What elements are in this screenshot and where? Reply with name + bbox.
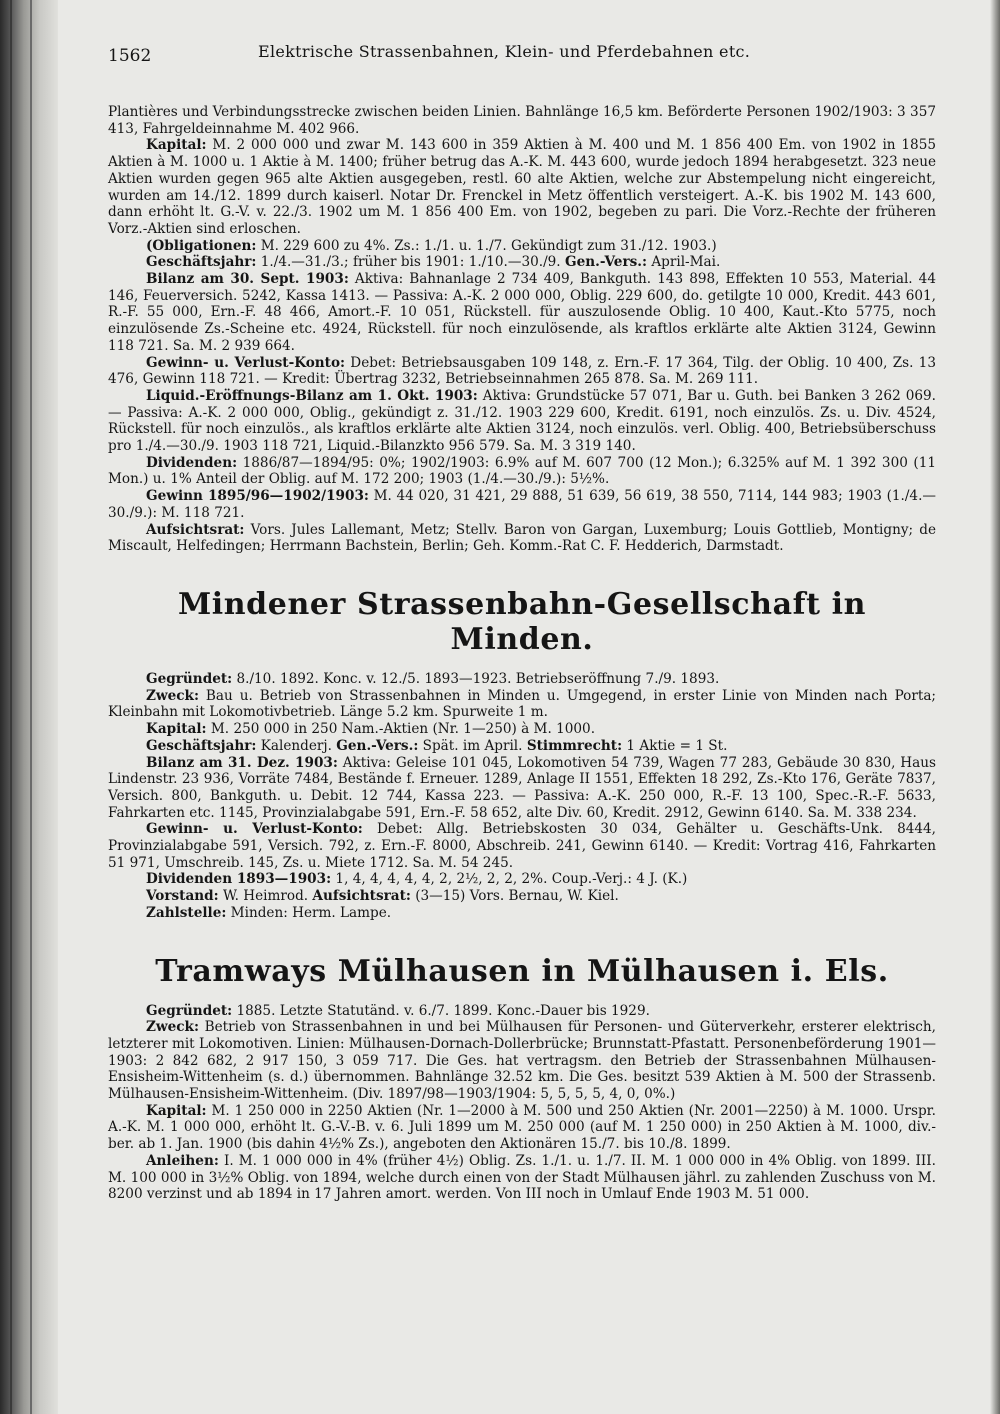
field-label: Zweck: — [146, 1019, 199, 1036]
paragraph-geschaeftsjahr — [108, 738, 936, 755]
paragraph-text: Aktiva: Geleise 101 045, Lokomotiven 54 739, Wagen 77 283, Gebäude 30 830, Haus Lindenstr. 23 936, Vorräte 7484, Bestände f. Erneuer. 1289, Anlage II 1551, Effekten 18 292, Zs.-Kto 176, Geräte 7837, Versich. 800, Bankguth. u. Debit. 12 744, Kassa 223. — Passiva: A.-K. 250 000, R.-F. 13 100, Spec.-R.-F. 5633, Fahrkarten etc. 1145, Provinzialabgabe 591, Ern.-F. 58 652, alte Div. 60, Kredit. 2912, Gewinn 6140. Sa. M. 338 234. — [108, 754, 936, 821]
paragraph-text: Plantières und Verbindungsstrecke zwischen beiden Linien. Bahnlänge 16,5 km. Beförderte Personen 1902/1903: 3 357 413, Fahrgeldeinnahme M. 402 966. — [108, 104, 936, 137]
field-label: Gegründet: — [146, 670, 233, 687]
paragraph-text: Debet: Allg. Betriebskosten 30 034, Gehälter u. Geschäfts-Unk. 8444, Provinzialabgabe 591, Versich. 792, z. Ern.-F. 8000, Abschreib. 241, Gewinn 6140. — Kredit: Vortrag 416, Fahrkarten 51 971, Umschreib. 145, Zs. u. Miete 1712. Sa. M. 54 245. — [108, 821, 936, 871]
paragraph-gewinn — [108, 488, 936, 521]
book-page — [108, 36, 936, 1203]
paragraph-text: Vors. Jules Lallemant, Metz; Stellv. Baron von Gargan, Luxemburg; Louis Gottlieb, Montigny; de Miscault, Helfedingen; Herrmann Bachstein, Berlin; Geh. Komm.-Rat C. F. Hedderich, Darmstadt. — [108, 521, 936, 555]
paragraph-dividenden — [108, 871, 936, 888]
paragraph-text: 1885. Letzte Statutänd. v. 6./7. 1899. Konc.-Dauer bis 1929. — [232, 1002, 650, 1019]
paragraph-text: Aktiva: Grundstücke 57 071, Bar u. Guth. bei Banken 3 262 069. — Passiva: A.-K. 2 000 000, Oblig., gekündigt z. 31./12. 1903 229 600, Kredit. 6191, noch einzulös. Zs. u. Div. 4524, Rückstell. für noch einzulös., als kraftlos erklärte alte Aktien 3124, noch einzulös. verl. Oblig. 400, Betriebsüberschuss pro 1./4.—30./9. 1903 118 721, Liquid.-Bilanzkto 956 579. Sa. M. 3 319 140. — [108, 387, 936, 455]
paragraph-bilanz — [108, 755, 936, 822]
field-label: Geschäftsjahr: — [146, 737, 257, 754]
page-number: 1562 — [108, 46, 152, 66]
field-label: Dividenden: — [146, 454, 238, 471]
paragraph-kapital — [108, 137, 936, 237]
field-label: Gewinn- u. Verlust-Konto: — [146, 354, 346, 371]
paragraph-gewinn-verlust — [108, 355, 936, 388]
paragraph-text: Debet: Betriebsausgaben 109 148, z. Ern.-F. 17 364, Tilg. der Oblig. 10 400, Zs. 13 476, Gewinn 118 721. — Kredit: Übertrag 3232, Betriebseinnahmen 265 878. Sa. M. 269 111. — [108, 354, 936, 388]
paragraph-zweck — [108, 688, 936, 721]
paragraph-text: Betrieb von Strassenbahnen in und bei Mülhausen für Personen- und Güterverkehr, ersterer elektrisch, letzterer mit Lokomotiven. Linien: Mülhausen-Dornach-Dollerbrücke; Brunnstatt-Pfastatt. Personenbeförderung 1901—1903: 2 842 682, 2 917 150, 3 059 717. Die Ges. hat vertragsm. den Betrieb der Strassenbahnen Mülhausen-Ensisheim-Wittenheim (s. d.) übernommen. Bahnlänge 32.52 km. Die Ges. besitzt 539 Aktien à M. 500 der Strassenb. Mülhausen-Ensisheim-Wittenheim. (Div. 1897/98—1903/1904: 5, 5, 5, 5, 4, 0, 0%.) — [108, 1019, 936, 1103]
paragraph-liquidation-bilanz — [108, 388, 936, 455]
paragraph-anleihen — [108, 1153, 936, 1203]
field-label: Geschäftsjahr: — [146, 254, 257, 271]
paragraph-zweck — [108, 1019, 936, 1103]
field-label: Vorstand: — [146, 888, 219, 905]
paragraph-gewinn-verlust — [108, 821, 936, 871]
paragraph-zahlstelle — [108, 905, 936, 922]
field-label: (Obligationen: — [146, 237, 257, 254]
running-head: Elektrische Strassenbahnen, Klein- und Pferdebahnen etc. — [258, 42, 751, 61]
field-label: Gen.-Vers.: — [564, 254, 648, 271]
book-binding-shadow — [0, 0, 58, 1414]
paragraph-text: M. 44 020, 31 421, 29 888, 51 639, 56 619, 38 550, 7114, 144 983; 1903 (1./4.—30./9.): M. 118 721. — [108, 488, 936, 521]
paragraph-geschaeftsjahr — [108, 254, 936, 271]
section-mindener-strassenbahn — [108, 587, 936, 922]
paragraph-text: M. 2 000 000 und zwar M. 143 600 in 359 Aktien à M. 400 und M. 1 856 400 Em. von 1902 in 1855 Aktien à M. 1000 u. 1 Aktie à M. 1400; früher betrug das A.-K. M. 443 600, wurde jedoch 1894 herabgesetzt. 323 neue Aktien wurden gegen 965 alte Aktien ausgegeben, restl. 60 alte Aktien, welche zur Abstempelung nicht eingereicht, wurden am 14./12. 1899 durch kaiserl. Notar Dr. Frenckel in Metz öffentlich versteigert. A.-K. bis 1902 M. 143 600, dann erhöht lt. G.-V. v. 22./3. 1902 um M. 1 856 400 Em. von 1902, begeben zu pari. Die Vorz.-Rechte der früheren Vorz.-Aktien sind erloschen. — [108, 137, 936, 237]
paragraph-text: 8./10. 1892. Konc. v. 12./5. 1893—1923. Betriebseröffnung 7./9. 1893. — [232, 670, 720, 687]
field-label: Aufsichtsrat: — [146, 521, 245, 538]
paragraph-kapital — [108, 1103, 936, 1153]
paragraph-text: M. 229 600 zu 4%. Zs.: 1./1. u. 1./7. Gekündigt zum 31./12. 1903.) — [256, 237, 717, 254]
section-tramways-muelhausen — [108, 954, 936, 1203]
binding-edge-line — [30, 0, 32, 1414]
field-label: Gegründet: — [146, 1002, 233, 1019]
paragraph-dividenden — [108, 455, 936, 488]
company-title: Tramways Mülhausen in Mülhausen i. Els. — [155, 953, 889, 989]
paragraph-text: 1 Aktie = 1 St. — [622, 737, 728, 754]
page-header — [108, 36, 936, 70]
field-label: Kapital: — [146, 137, 207, 154]
field-label: Gen.-Vers.: — [336, 737, 419, 754]
paragraph-text: W. Heimrod. — [218, 888, 313, 905]
paragraph-text: Minden: Herm. Lampe. — [226, 904, 392, 921]
paragraph-text: (3—15) Vors. Bernau, W. Kiel. — [410, 888, 619, 905]
paragraph-aufsichtsrat — [108, 522, 936, 555]
paragraph-obligationen — [108, 238, 936, 255]
section-previous-company — [108, 104, 936, 555]
field-label: Dividenden 1893—1903: — [146, 871, 332, 888]
paragraph-vorstand — [108, 888, 936, 905]
paragraph-text: M. 1 250 000 in 2250 Aktien (Nr. 1—2000 à M. 500 und 250 Aktien (Nr. 2001—2250) à M. 1000. Urspr. A.-K. M. 1 000 000, erhöht lt. G.-V.-B. v. 6. Juli 1899 um M. 250 000 (auf M. 1 250 000) in 250 Aktien à M. 1000, div.-ber. ab 1. Jan. 1900 (bis dahin 4½% Zs.), angeboten den Aktionären 15./7. bis 10./8. 1899. — [108, 1102, 936, 1153]
paragraph-text: Bau u. Betrieb von Strassenbahnen in Minden u. Umgegend, in erster Linie von Minden nach Porta; Kleinbahn mit Lokomotivbetrieb. Länge 5.2 km. Spurweite 1 m. — [108, 687, 936, 721]
paragraph-text: 1, 4, 4, 4, 4, 4, 2, 2½, 2, 2, 2%. Coup.-Verj.: 4 J. (K.) — [331, 871, 688, 888]
field-label: Gewinn 1895/96—1902/1903: — [146, 488, 369, 505]
binding-edge-line — [10, 0, 12, 1414]
paragraph-text: Aktiva: Bahnanlage 2 734 409, Bankguth. 143 898, Effekten 10 553, Material. 44 146, Feuerversich. 5242, Kassa 1413. — Passiva: A.-K. 2 000 000, Oblig. 229 600, do. getilgte 10 000, Kredit. 443 601, R.-F. 55 000, Ern.-F. 48 466, Amort.-F. 10 051, Rückstell. für auszulosende Oblig. 10 400, Kaut.-Kto 5775, noch einzulösende Zs.-Scheine etc. 4924, Rückstell. für noch einzulösende, als kraftlos erklärte alte Aktien 3124, Gewinn 118 721. Sa. M. 2 939 664. — [108, 271, 936, 354]
field-label: Kapital: — [146, 721, 207, 738]
paragraph-text: Kalenderj. — [256, 737, 337, 754]
company-title: Mindener Strassenbahn-Gesellschaft in Minden. — [177, 586, 867, 657]
paragraph-gegruendet — [108, 1003, 936, 1020]
field-label: Bilanz am 31. Dez. 1903: — [146, 754, 338, 771]
paragraph-text: April-Mai. — [647, 254, 721, 271]
field-label: Stimmrecht: — [526, 737, 623, 754]
paragraph-text: M. 250 000 in 250 Nam.-Aktien (Nr. 1—250) à M. 1000. — [206, 721, 596, 738]
paragraph-bilanz — [108, 271, 936, 355]
field-label: Gewinn- u. Verlust-Konto: — [146, 821, 363, 838]
paragraph-text: I. M. 1 000 000 in 4% (früher 4½) Oblig. Zs. 1./1. u. 1./7. II. M. 1 000 000 in 4% Oblig. von 1899. III. M. 100 000 in 3½% Oblig. von 1894, welche durch einen von der Stadt Mülhausen jährl. zu zahlenden Zuschuss von M. 8200 verzinst und ab 1894 in 17 Jahren amort. werden. Von III noch in Umlauf Ende 1903 M. 51 000. — [108, 1152, 936, 1203]
field-label: Zweck: — [146, 687, 199, 704]
field-label: Bilanz am 30. Sept. 1903: — [146, 271, 349, 288]
field-label: Kapital: — [146, 1102, 207, 1119]
paragraph-intro — [108, 104, 936, 137]
page-right-edge — [990, 0, 1000, 1414]
field-label: Anleihen: — [146, 1152, 219, 1169]
field-label: Zahlstelle: — [146, 904, 227, 921]
field-label: Liquid.-Eröffnungs-Bilanz am 1. Okt. 1903: — [146, 387, 478, 404]
paragraph-gegruendet — [108, 671, 936, 688]
paragraph-kapital — [108, 721, 936, 738]
field-label: Aufsichtsrat: — [312, 888, 411, 905]
paragraph-text: 1./4.—31./3.; früher bis 1901: 1./10.—30./9. — [256, 254, 565, 271]
paragraph-text: Spät. im April. — [418, 737, 527, 754]
paragraph-text: 1886/87—1894/95: 0%; 1902/1903: 6.9% auf M. 607 700 (12 Mon.); 6.325% auf M. 1 392 300 (11 Mon.) u. 1% Anteil der Oblig. auf M. 172 200; 1903 (1./4.—30./9.): 5½%. — [108, 454, 936, 488]
